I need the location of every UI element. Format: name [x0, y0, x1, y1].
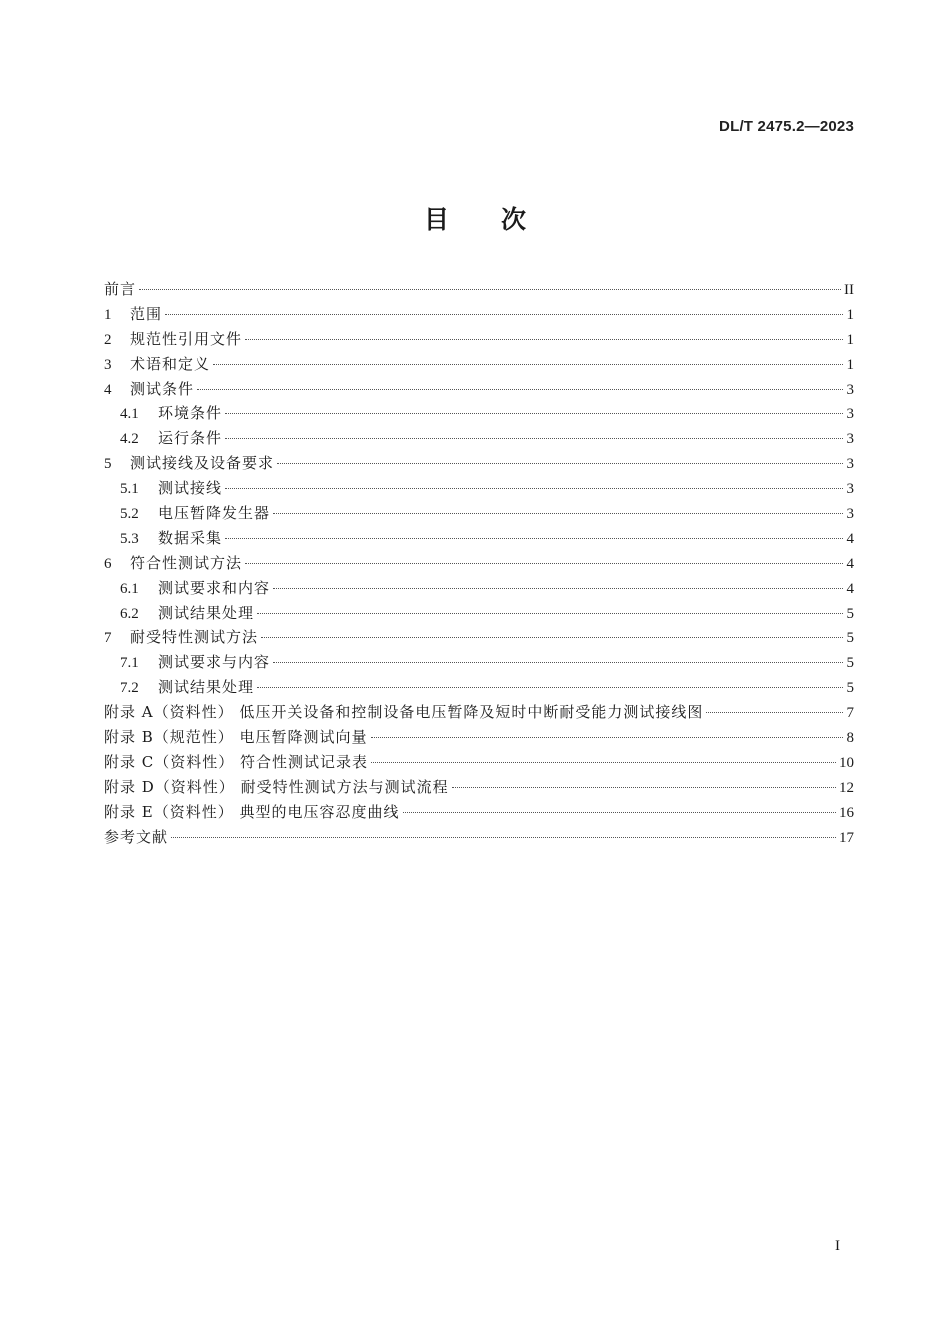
toc-entry-page: 3	[846, 506, 854, 523]
toc-entry[interactable]	[104, 502, 854, 527]
toc-entry-page: 4	[846, 580, 854, 597]
toc-entry[interactable]	[104, 452, 854, 477]
toc-entry-number: 5.2	[120, 506, 139, 523]
toc-entry-number: 6.2	[120, 605, 139, 622]
dot-leader	[257, 613, 843, 614]
table-of-contents	[104, 278, 854, 850]
toc-entry-label: 运行条件	[158, 429, 223, 448]
toc-entry-number: 7.1	[120, 655, 139, 672]
dot-leader	[245, 563, 843, 564]
dot-leader	[273, 662, 843, 663]
toc-entry-page: 1	[846, 306, 854, 323]
toc-entry-label: 耐受特性测试方法	[130, 628, 259, 647]
toc-entry-page: 3	[846, 406, 854, 423]
toc-entry-label: 数据采集	[158, 528, 223, 547]
toc-entry-label: 测试要求与内容	[158, 653, 271, 672]
toc-entry-label: 测试接线及设备要求	[130, 454, 275, 473]
toc-entry-label: 测试结果处理	[158, 603, 255, 622]
page-title	[0, 200, 950, 236]
toc-entry-label: 附录 A（资料性） 低压开关设备和控制设备电压暂降及短时中断耐受能力测试接线图	[104, 703, 704, 722]
toc-entry[interactable]	[104, 751, 854, 776]
toc-entry-label: 测试结果处理	[158, 678, 255, 697]
toc-entry-page: 5	[846, 680, 854, 697]
document-code: DL/T 2475.2—2023	[719, 118, 854, 135]
toc-entry-number: 4.2	[120, 431, 139, 448]
toc-entry[interactable]	[104, 826, 854, 851]
toc-entry[interactable]	[104, 378, 854, 403]
dot-leader	[225, 538, 843, 539]
toc-entry[interactable]	[104, 427, 854, 452]
dot-leader	[171, 837, 836, 838]
toc-entry[interactable]	[104, 577, 854, 602]
toc-entry-label: 术语和定义	[130, 354, 211, 373]
dot-leader	[261, 637, 843, 638]
toc-entry-number: 6	[104, 555, 112, 572]
toc-entry-label: 参考文献	[104, 827, 169, 846]
dot-leader	[245, 339, 843, 340]
toc-entry-page: 8	[846, 730, 854, 747]
toc-entry-page: 3	[846, 456, 854, 473]
dot-leader	[257, 687, 843, 688]
toc-entry-label: 附录 B（规范性） 电压暂降测试向量	[104, 728, 368, 747]
toc-entry-page: 5	[846, 605, 854, 622]
toc-entry-number: 7.2	[120, 680, 139, 697]
toc-entry-label: 规范性引用文件	[130, 329, 243, 348]
toc-entry-page: 3	[846, 381, 854, 398]
toc-entry-label: 附录 E（资料性） 典型的电压容忍度曲线	[104, 802, 400, 821]
dot-leader	[225, 413, 843, 414]
dot-leader	[371, 762, 836, 763]
toc-entry[interactable]	[104, 801, 854, 826]
toc-entry-label: 电压暂降发生器	[158, 504, 271, 523]
dot-leader	[213, 364, 843, 365]
toc-entry[interactable]	[104, 527, 854, 552]
dot-leader	[139, 289, 841, 290]
dot-leader	[225, 438, 843, 439]
toc-entry-page: 12	[839, 779, 854, 796]
toc-entry-page: 1	[846, 356, 854, 373]
toc-entry-page: 5	[846, 630, 854, 647]
toc-entry-number: 4.1	[120, 406, 139, 423]
toc-entry[interactable]	[104, 353, 854, 378]
toc-entry[interactable]	[104, 552, 854, 577]
toc-entry[interactable]	[104, 477, 854, 502]
dot-leader	[273, 513, 843, 514]
toc-entry-label: 范围	[130, 304, 163, 323]
toc-entry[interactable]	[104, 303, 854, 328]
dot-leader	[197, 389, 843, 390]
toc-entry-label: 前言	[104, 280, 137, 298]
toc-entry-page: 4	[846, 555, 854, 572]
toc-entry-page: 10	[839, 754, 854, 771]
toc-entry-number: 7	[104, 630, 112, 647]
toc-entry[interactable]	[104, 726, 854, 751]
page-number: I	[835, 1238, 840, 1254]
toc-entry-label: 附录 C（资料性） 符合性测试记录表	[104, 752, 369, 771]
toc-entry-page: II	[844, 282, 854, 298]
toc-entry-page: 7	[846, 705, 854, 722]
toc-entry-label: 测试接线	[158, 479, 223, 498]
toc-entry-page: 5	[846, 655, 854, 672]
title-char-2: 次	[501, 205, 527, 234]
toc-entry-number: 2	[104, 331, 112, 348]
toc-entry[interactable]	[104, 776, 854, 801]
toc-entry[interactable]	[104, 278, 854, 303]
toc-entry-label: 附录 D（资料性） 耐受特性测试方法与测试流程	[104, 777, 449, 796]
toc-entry-number: 6.1	[120, 580, 139, 597]
toc-entry-page: 4	[846, 530, 854, 547]
toc-entry[interactable]	[104, 328, 854, 353]
dot-leader	[225, 488, 843, 489]
toc-entry-page: 3	[846, 481, 854, 498]
toc-entry-page: 17	[839, 829, 854, 846]
toc-entry-number: 5	[104, 456, 112, 473]
toc-entry[interactable]	[104, 602, 854, 627]
title-char-1: 目	[423, 205, 449, 234]
dot-leader	[371, 737, 843, 738]
toc-entry-page: 1	[846, 331, 854, 348]
toc-entry-number: 3	[104, 356, 112, 373]
toc-entry-label: 环境条件	[158, 404, 223, 423]
toc-entry-number: 5.3	[120, 530, 139, 547]
toc-entry[interactable]	[104, 651, 854, 676]
toc-entry-label: 符合性测试方法	[130, 553, 243, 572]
toc-entry[interactable]	[104, 701, 854, 726]
toc-entry[interactable]	[104, 402, 854, 427]
toc-entry[interactable]	[104, 676, 854, 701]
dot-leader	[277, 463, 843, 464]
toc-entry-number: 5.1	[120, 481, 139, 498]
toc-entry-label: 测试要求和内容	[158, 578, 271, 597]
toc-entry-number: 1	[104, 306, 112, 323]
dot-leader	[165, 314, 843, 315]
toc-entry-page: 3	[846, 431, 854, 448]
toc-entry-label: 测试条件	[130, 379, 195, 398]
toc-entry-page: 16	[839, 804, 854, 821]
toc-entry[interactable]	[104, 626, 854, 651]
dot-leader	[273, 588, 843, 589]
dot-leader	[706, 712, 843, 713]
toc-entry-number: 4	[104, 381, 112, 398]
dot-leader	[452, 787, 836, 788]
dot-leader	[403, 812, 837, 813]
